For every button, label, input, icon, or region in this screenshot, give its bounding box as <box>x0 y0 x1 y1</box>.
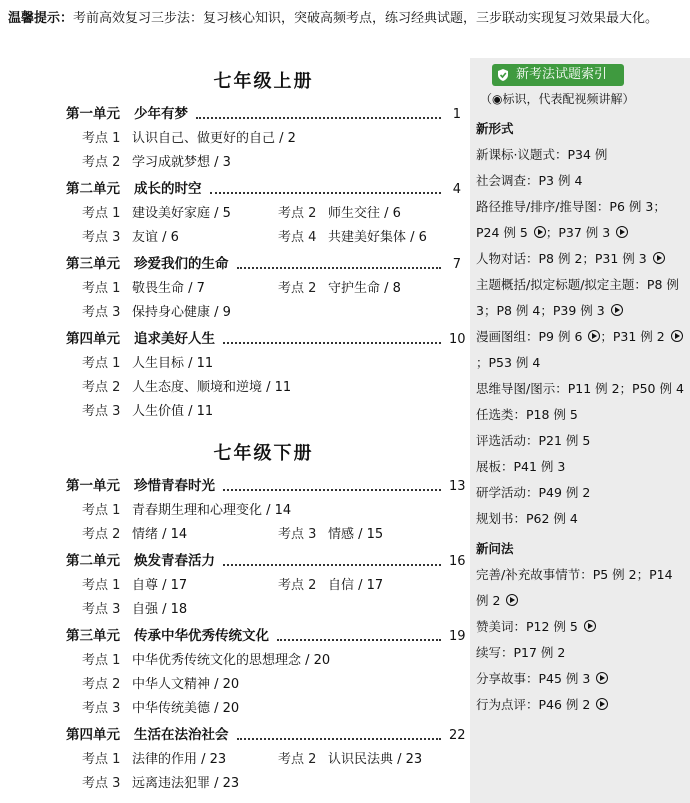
topic-row <box>66 202 461 226</box>
video-play-icon[interactable] <box>596 698 608 710</box>
leader-dots <box>196 117 441 119</box>
unit-number: 第一单元 <box>66 478 120 494</box>
topic-text: 认识民法典 / 23 <box>328 752 423 767</box>
video-play-icon[interactable] <box>584 620 596 632</box>
unit-heading[interactable] <box>66 177 461 202</box>
topic-item[interactable] <box>82 673 239 697</box>
unit-title: 焕发青春活力 <box>134 553 215 569</box>
book-title: 七年级上册 <box>213 71 314 92</box>
unit-page: 16 <box>449 554 466 569</box>
topic-row <box>66 574 461 598</box>
unit-number: 第二单元 <box>66 181 120 197</box>
topic-text: 共建美好集体 / 6 <box>328 230 427 245</box>
index-entry[interactable]: 续写：P17 例 2 <box>476 645 566 660</box>
topic-text: 人生目标 / 11 <box>132 356 214 371</box>
leader-dots <box>210 192 442 194</box>
unit-number: 第四单元 <box>66 727 120 743</box>
topic-row <box>66 151 461 175</box>
topic-text: 自信 / 17 <box>328 578 384 593</box>
topic-label: 考点 4 <box>278 230 317 245</box>
unit-title: 珍爱我们的生命 <box>134 256 229 272</box>
topic-text: 保持身心健康 / 9 <box>132 305 231 320</box>
topic-label: 考点 2 <box>278 578 317 593</box>
unit-number: 第四单元 <box>66 331 120 347</box>
topic-label: 考点 2 <box>278 752 317 767</box>
index-entry[interactable]: 人物对话：P8 例 2；P31 例 3 <box>476 246 684 272</box>
index-entry[interactable]: 分享故事：P45 例 3 <box>476 666 684 692</box>
leader-dots <box>277 639 441 641</box>
index-entry[interactable]: 漫画图组：P9 例 6 ；P31 例 2 ；P53 例 4 <box>476 324 684 376</box>
topic-label: 考点 3 <box>82 776 121 791</box>
topic-label: 考点 3 <box>278 527 317 542</box>
topic-row <box>66 649 461 673</box>
index-entry[interactable]: 研学活动：P49 例 2 <box>476 485 591 500</box>
unit-title: 生活在法治社会 <box>134 727 229 743</box>
topic-text: 师生交往 / 6 <box>328 206 401 221</box>
video-play-icon[interactable] <box>588 330 600 342</box>
index-list <box>476 116 684 718</box>
index-entry[interactable]: 思维导图/图示：P11 例 2；P50 例 4 <box>476 381 684 396</box>
topic-text: 青春期生理和心理变化 / 14 <box>132 503 292 518</box>
unit-heading[interactable] <box>66 327 466 352</box>
video-play-icon[interactable] <box>653 252 665 264</box>
topic-label: 考点 2 <box>278 206 317 221</box>
topic-item[interactable] <box>278 202 401 226</box>
topic-label: 考点 2 <box>82 677 121 692</box>
tip-label: 温馨提示： <box>8 11 74 26</box>
unit-title: 追求美好人生 <box>134 331 215 347</box>
topic-item[interactable] <box>278 748 422 772</box>
unit-title: 珍惜青春时光 <box>134 478 215 494</box>
topic-item[interactable] <box>82 376 291 400</box>
topic-label: 考点 2 <box>278 281 317 296</box>
topic-label: 考点 1 <box>82 752 121 767</box>
topic-item[interactable] <box>278 574 383 598</box>
check-shield-icon <box>496 68 510 82</box>
index-title: 新考法试题索引 <box>516 67 608 82</box>
unit-page: 22 <box>449 728 466 743</box>
topic-item[interactable] <box>82 127 296 151</box>
index-entry[interactable]: 新课标·议题式：P34 例 <box>476 147 608 162</box>
index-entry[interactable]: 评选活动：P21 例 5 <box>476 433 591 448</box>
index-section-title: 新形式 <box>476 121 514 136</box>
index-entry[interactable]: 完善/补充故事情节：P5 例 2；P14 例 2 <box>476 567 673 608</box>
topic-label: 考点 2 <box>82 380 121 395</box>
topic-item[interactable] <box>278 523 383 547</box>
topic-text: 守护生命 / 8 <box>328 281 401 296</box>
topic-text: 友谊 / 6 <box>132 230 179 245</box>
new-question-index-panel <box>470 58 690 803</box>
topic-item[interactable] <box>82 523 187 547</box>
video-note: （◉标识，代表配视频讲解） <box>480 92 635 106</box>
index-entry[interactable]: 展板：P41 例 3 <box>476 459 566 474</box>
unit-page: 13 <box>449 479 466 494</box>
index-badge <box>492 64 624 86</box>
topic-row <box>66 673 461 697</box>
topic-row <box>66 226 461 250</box>
topic-text: 人生态度、顺境和逆境 / 11 <box>132 380 292 395</box>
topic-item[interactable] <box>82 697 239 721</box>
topic-text: 人生价值 / 11 <box>132 404 214 419</box>
video-play-icon[interactable] <box>611 304 623 316</box>
topic-row <box>66 352 461 376</box>
topic-label: 考点 3 <box>82 404 121 419</box>
topic-item[interactable] <box>82 649 330 673</box>
topic-label: 考点 1 <box>82 281 121 296</box>
topic-item[interactable] <box>82 574 187 598</box>
index-entry[interactable]: 社会调查：P3 例 4 <box>476 173 583 188</box>
topic-row <box>66 400 461 424</box>
topic-label: 考点 2 <box>82 155 121 170</box>
unit-number: 第一单元 <box>66 106 120 122</box>
leader-dots <box>237 738 442 740</box>
topic-text: 中华人文精神 / 20 <box>132 677 240 692</box>
topic-text: 自强 / 18 <box>132 602 188 617</box>
video-play-icon[interactable] <box>506 594 518 606</box>
unit-title: 传承中华优秀传统文化 <box>134 628 269 644</box>
topic-text: 认识自己、做更好的自己 / 2 <box>132 131 296 146</box>
topic-row <box>66 598 461 622</box>
unit-heading[interactable] <box>66 102 461 127</box>
topic-row <box>66 697 461 721</box>
topic-label: 考点 2 <box>82 527 121 542</box>
topic-row <box>66 499 461 523</box>
unit-heading[interactable] <box>66 549 466 574</box>
topic-label: 考点 3 <box>82 701 121 716</box>
topic-text: 情绪 / 14 <box>132 527 188 542</box>
topic-label: 考点 3 <box>82 602 121 617</box>
unit-title: 成长的时空 <box>134 181 202 197</box>
topic-label: 考点 1 <box>82 503 121 518</box>
book-title: 七年级下册 <box>213 443 314 464</box>
topic-item[interactable] <box>82 151 231 175</box>
topic-row <box>66 748 461 772</box>
index-entry[interactable]: 赞美词：P12 例 5 <box>476 614 684 640</box>
video-play-icon[interactable] <box>616 226 628 238</box>
topic-item[interactable] <box>82 598 187 622</box>
index-entry[interactable]: 任选类：P18 例 5 <box>476 407 578 422</box>
topic-row <box>66 277 461 301</box>
unit-number: 第三单元 <box>66 256 120 272</box>
topic-item[interactable] <box>82 277 205 301</box>
topic-text: 中华优秀传统文化的思想理念 / 20 <box>132 653 331 668</box>
topic-text: 法律的作用 / 23 <box>132 752 227 767</box>
topic-label: 考点 1 <box>82 206 121 221</box>
unit-heading[interactable] <box>66 723 466 748</box>
unit-heading[interactable] <box>66 252 461 277</box>
topic-label: 考点 3 <box>82 305 121 320</box>
index-entry[interactable]: 路径推导/排序/推导图：P6 例 3；P24 例 5 ；P37 例 3 <box>476 199 666 240</box>
topic-label: 考点 1 <box>82 131 121 146</box>
topic-item[interactable] <box>82 352 213 376</box>
unit-page: 1 <box>452 107 461 122</box>
topic-item[interactable] <box>82 301 231 325</box>
unit-page: 7 <box>452 257 461 272</box>
unit-page: 4 <box>452 182 461 197</box>
topic-text: 中华传统美德 / 20 <box>132 701 240 716</box>
topic-row <box>66 523 461 547</box>
topic-text: 敬畏生命 / 7 <box>132 281 205 296</box>
topic-item[interactable] <box>82 202 231 226</box>
table-of-contents <box>66 64 466 796</box>
topic-row <box>66 127 461 151</box>
topic-label: 考点 3 <box>82 230 121 245</box>
index-section-title: 新问法 <box>476 541 514 556</box>
topic-text: 情感 / 15 <box>328 527 384 542</box>
video-play-icon[interactable] <box>671 330 683 342</box>
unit-number: 第二单元 <box>66 553 120 569</box>
topic-item[interactable] <box>82 226 179 250</box>
index-entry[interactable]: 主题概括/拟定标题/拟定主题：P8 例 3；P8 例 4；P39 例 3 <box>476 277 679 318</box>
topic-row <box>66 376 461 400</box>
topic-item[interactable] <box>82 499 291 523</box>
unit-heading[interactable] <box>66 474 466 499</box>
topic-item[interactable] <box>82 400 213 424</box>
leader-dots <box>223 489 441 491</box>
index-entry[interactable]: 行为点评：P46 例 2 <box>476 692 684 718</box>
topic-label: 考点 1 <box>82 653 121 668</box>
tip-banner <box>8 8 682 30</box>
unit-page: 10 <box>449 332 466 347</box>
topic-item[interactable] <box>278 277 401 301</box>
leader-dots <box>223 564 441 566</box>
topic-text: 自尊 / 17 <box>132 578 188 593</box>
unit-number: 第三单元 <box>66 628 120 644</box>
leader-dots <box>223 342 441 344</box>
topic-item[interactable] <box>278 226 427 250</box>
unit-heading[interactable] <box>66 624 466 649</box>
topic-text: 远离违法犯罪 / 23 <box>132 776 240 791</box>
topic-text: 建设美好家庭 / 5 <box>132 206 231 221</box>
unit-title: 少年有梦 <box>134 106 188 122</box>
topic-item[interactable] <box>82 772 239 796</box>
unit-page: 19 <box>449 629 466 644</box>
index-entry[interactable]: 规划书：P62 例 4 <box>476 511 578 526</box>
tip-text: 考前高效复习三步法：复习核心知识，突破高频考点，练习经典试题，三步联动实现复习效果最大化。 <box>73 11 659 26</box>
topic-text: 学习成就梦想 / 3 <box>132 155 231 170</box>
topic-row <box>66 772 461 796</box>
topic-label: 考点 1 <box>82 578 121 593</box>
topic-row <box>66 301 461 325</box>
topic-label: 考点 1 <box>82 356 121 371</box>
leader-dots <box>237 267 442 269</box>
topic-item[interactable] <box>82 748 226 772</box>
video-play-icon[interactable] <box>596 672 608 684</box>
video-play-icon[interactable] <box>534 226 546 238</box>
